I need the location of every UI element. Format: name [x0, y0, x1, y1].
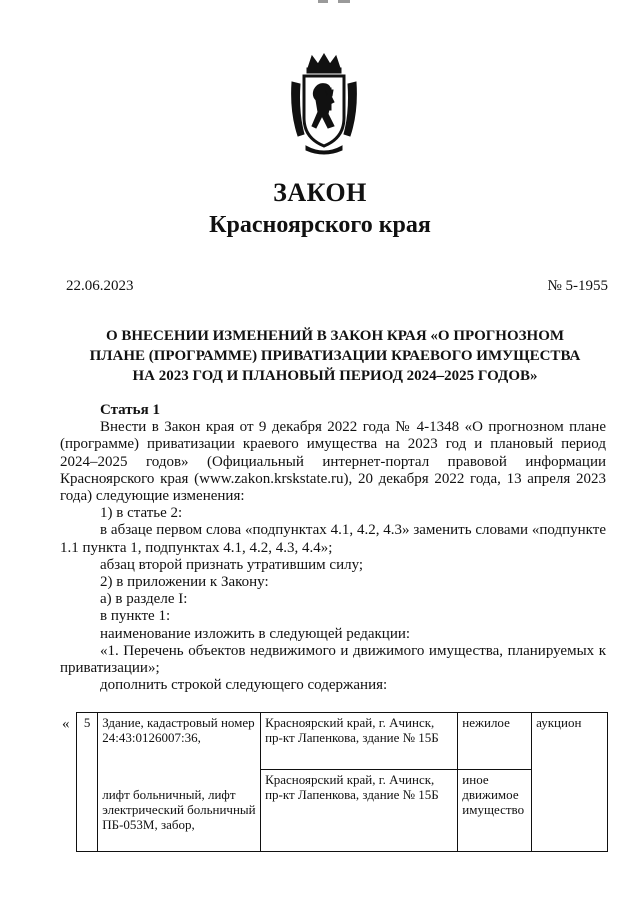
document-number: № 5-1955	[547, 278, 608, 294]
law-title-line: О ВНЕСЕНИИ ИЗМЕНЕНИЙ В ЗАКОН КРАЯ «О ПРОГНОЗНОМ	[105, 328, 565, 344]
paragraph: 2) в приложении к Закону:	[100, 574, 269, 591]
paragraph: 1) в статье 2:	[100, 505, 183, 522]
law-title-line: НА 2023 ГОД И ПЛАНОВЫЙ ПЕРИОД 2024–2025 ГОДОВ»	[132, 368, 538, 384]
address-cell: Красноярский край, г. Ачинск, пр-кт Лапенкова, здание № 15Б	[261, 770, 458, 852]
cell-spacer	[102, 745, 256, 787]
paragraph: «1. Перечень объектов недвижимого и движимого имущества, планируемых к приватизации»;	[60, 642, 606, 677]
paragraph: в абзаце первом слова «подпунктах 4.1, 4.2, 4.3» заменить словами «подпункте 1.1 пункта 1, подпунктах 4.1, 4.2, 4.3, 4.4»;	[60, 522, 606, 556]
address-cell: Красноярский край, г. Ачинск, пр-кт Лапенкова, здание № 15Б	[261, 713, 458, 770]
scan-mark	[318, 0, 328, 3]
property-type-cell: нежилое	[458, 713, 532, 770]
paragraph: наименование изложить в следующей редакции:	[100, 625, 411, 642]
paragraph: дополнить строкой следующего содержания:	[100, 677, 388, 694]
paragraph: абзац второй признать утратившим силу;	[100, 556, 364, 573]
scan-mark	[338, 0, 350, 3]
object-name-cell	[98, 713, 261, 852]
law-title-line: ПЛАНЕ (ПРОГРАММЕ) ПРИВАТИЗАЦИИ КРАЕВОГО ИМУЩЕСТВА	[89, 348, 581, 364]
document-subtitle: Красноярского края	[209, 212, 431, 238]
row-number-cell: 5	[77, 713, 98, 852]
document-date: 22.06.2023	[66, 278, 134, 294]
table-quote-mark: «	[62, 716, 70, 732]
article-heading: Статья 1	[100, 402, 160, 418]
table-row	[77, 713, 608, 770]
privatization-table	[76, 712, 608, 852]
paragraph: а) в разделе I:	[100, 591, 188, 608]
paragraph: в пункте 1:	[100, 608, 171, 625]
privatization-method-cell: аукцион	[532, 713, 608, 852]
object-name-part: лифт больничный, лифт электрический больничный ПБ-053М, забор,	[102, 787, 256, 832]
law-title	[60, 326, 610, 386]
article-intro: Внести в Закон края от 9 декабря 2022 года № 4-1348 «О прогнозном плане (программе) приватизации краевого имущества на 2023 год и плановый период 2024–2025 годов» (Официальный интернет-портал правовой информации Красноярского края (www.zakon.krskstate.ru), 20 декабря 2022 года, 13 апреля 2023 года) следующие изменения:	[60, 419, 606, 505]
article-body	[60, 402, 606, 694]
object-name-part: Здание, кадастровый номер 24:43:0126007:36,	[102, 715, 255, 745]
coat-of-arms-emblem	[288, 52, 360, 156]
document-title: ЗАКОН	[273, 178, 367, 207]
property-type-cell: иное движимое имущество	[458, 770, 532, 852]
